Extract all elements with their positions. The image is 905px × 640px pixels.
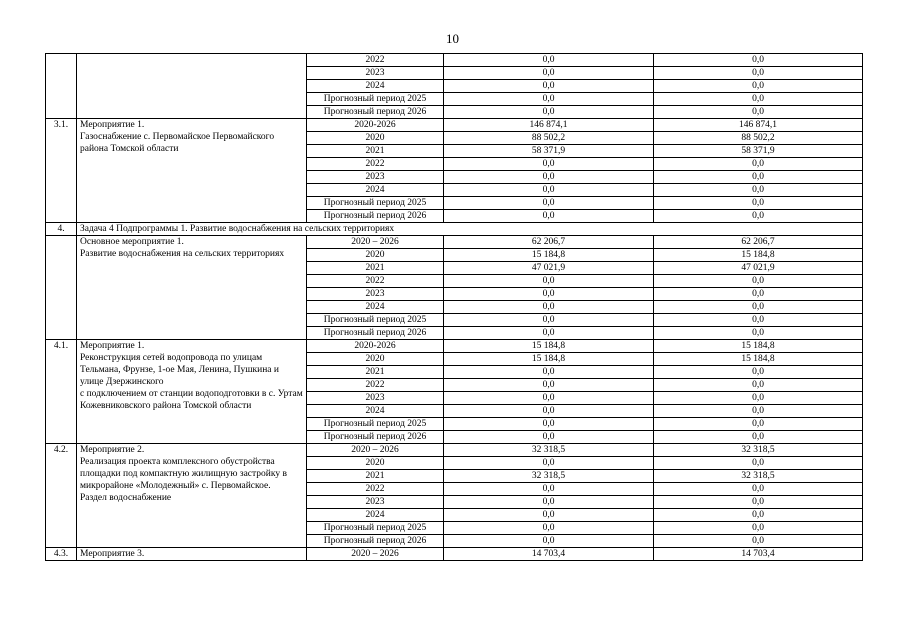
page-number: 10 <box>446 31 459 46</box>
measure-name-cell <box>77 236 307 340</box>
period-cell: Прогнозный период 2026 <box>307 210 444 223</box>
row-number-cell: 4.3. <box>46 548 77 561</box>
period-cell: 2020 <box>307 457 444 470</box>
total-value-cell: 58 371,9 <box>444 145 654 158</box>
row-number-cell: 3.1. <box>46 119 77 223</box>
budget-value-cell: 0,0 <box>654 197 863 210</box>
measure-name-cell <box>77 340 307 444</box>
budget-value-cell: 15 184,8 <box>654 353 863 366</box>
table-row <box>46 119 863 132</box>
budget-value-cell: 15 184,8 <box>654 340 863 353</box>
period-cell: 2024 <box>307 80 444 93</box>
budget-value-cell: 146 874,1 <box>654 119 863 132</box>
total-value-cell: 0,0 <box>444 405 654 418</box>
total-value-cell: 15 184,8 <box>444 353 654 366</box>
total-value-cell: 15 184,8 <box>444 249 654 262</box>
total-value-cell: 62 206,7 <box>444 236 654 249</box>
task-row <box>46 223 863 236</box>
measure-name: Мероприятие 1. Реконструкция сетей водопровода по улицам Тельмана, Фрунзе, 1-ое Мая, Ленина, Пушкина и улице Дзержинского с подключением от станции водоподготовки в с. Уртам Кожевниковского района Томской области <box>80 341 303 411</box>
budget-value-cell: 0,0 <box>654 327 863 340</box>
total-value-cell: 0,0 <box>444 171 654 184</box>
period-cell: Прогнозный период 2025 <box>307 314 444 327</box>
period-cell: Прогнозный период 2025 <box>307 418 444 431</box>
period-cell: 2020-2026 <box>307 119 444 132</box>
table-row <box>46 236 863 249</box>
total-value-cell: 0,0 <box>444 288 654 301</box>
budget-value-cell: 0,0 <box>654 366 863 379</box>
total-value-cell: 0,0 <box>444 67 654 80</box>
period-cell: 2023 <box>307 392 444 405</box>
total-value-cell: 47 021,9 <box>444 262 654 275</box>
total-value-cell: 0,0 <box>444 275 654 288</box>
budget-value-cell: 0,0 <box>654 522 863 535</box>
budget-value-cell: 88 502,2 <box>654 132 863 145</box>
budget-value-cell: 32 318,5 <box>654 444 863 457</box>
period-cell: 2022 <box>307 54 444 67</box>
period-cell: Прогнозный период 2026 <box>307 535 444 548</box>
period-cell: 2020 <box>307 132 444 145</box>
period-cell: 2023 <box>307 288 444 301</box>
period-cell: Прогнозный период 2025 <box>307 522 444 535</box>
budget-value-cell: 0,0 <box>654 184 863 197</box>
budget-value-cell: 15 184,8 <box>654 249 863 262</box>
total-value-cell: 0,0 <box>444 431 654 444</box>
period-cell: Прогнозный период 2026 <box>307 431 444 444</box>
budget-value-cell: 0,0 <box>654 379 863 392</box>
total-value-cell: 0,0 <box>444 80 654 93</box>
budget-value-cell: 0,0 <box>654 405 863 418</box>
period-cell: 2021 <box>307 145 444 158</box>
period-cell: 2022 <box>307 275 444 288</box>
period-cell: Прогнозный период 2026 <box>307 327 444 340</box>
measure-name-cell <box>77 444 307 548</box>
budget-value-cell: 0,0 <box>654 496 863 509</box>
total-value-cell: 0,0 <box>444 483 654 496</box>
total-value-cell: 0,0 <box>444 314 654 327</box>
measure-name: Мероприятие 3. <box>80 549 145 559</box>
budget-value-cell: 0,0 <box>654 418 863 431</box>
total-value-cell: 0,0 <box>444 379 654 392</box>
total-value-cell: 0,0 <box>444 184 654 197</box>
total-value-cell: 14 703,4 <box>444 548 654 561</box>
row-number-cell <box>46 236 77 340</box>
total-value-cell: 0,0 <box>444 366 654 379</box>
period-cell: 2020-2026 <box>307 340 444 353</box>
period-cell: 2022 <box>307 379 444 392</box>
period-cell: Прогнозный период 2026 <box>307 106 444 119</box>
period-cell: 2024 <box>307 184 444 197</box>
period-cell: 2020 <box>307 353 444 366</box>
measure-name-cell <box>77 548 307 561</box>
total-value-cell: 0,0 <box>444 197 654 210</box>
row-number-cell: 4. <box>46 223 77 236</box>
budget-value-cell: 0,0 <box>654 67 863 80</box>
total-value-cell: 0,0 <box>444 301 654 314</box>
total-value-cell: 0,0 <box>444 418 654 431</box>
budget-value-cell: 0,0 <box>654 392 863 405</box>
period-cell: 2023 <box>307 496 444 509</box>
budget-value-cell: 0,0 <box>654 457 863 470</box>
period-cell: 2024 <box>307 405 444 418</box>
total-value-cell: 0,0 <box>444 457 654 470</box>
period-cell: 2021 <box>307 262 444 275</box>
total-value-cell: 0,0 <box>444 210 654 223</box>
budget-value-cell: 0,0 <box>654 275 863 288</box>
total-value-cell: 32 318,5 <box>444 444 654 457</box>
budget-value-cell: 0,0 <box>654 210 863 223</box>
budget-value-cell: 32 318,5 <box>654 470 863 483</box>
total-value-cell: 0,0 <box>444 522 654 535</box>
period-cell: 2022 <box>307 158 444 171</box>
task-title: Задача 4 Подпрограммы 1. Развитие водоснабжения на сельских территориях <box>77 223 863 236</box>
budget-value-cell: 0,0 <box>654 509 863 522</box>
measure-name: Мероприятие 2. Реализация проекта комплексного обустройства площадки под компактную жилищную застройку в микрорайоне «Молодежный» с. Первомайское. Раздел водоснабжение <box>80 445 287 503</box>
row-number-cell <box>46 54 77 119</box>
measure-name: Основное мероприятие 1. Развитие водоснабжения на сельских территориях <box>80 237 285 259</box>
budget-value-cell: 58 371,9 <box>654 145 863 158</box>
budget-value-cell: 47 021,9 <box>654 262 863 275</box>
period-cell: 2023 <box>307 171 444 184</box>
budget-value-cell: 0,0 <box>654 314 863 327</box>
total-value-cell: 0,0 <box>444 496 654 509</box>
budget-value-cell: 0,0 <box>654 483 863 496</box>
financing-table <box>45 53 863 561</box>
total-value-cell: 0,0 <box>444 509 654 522</box>
total-value-cell: 15 184,8 <box>444 340 654 353</box>
budget-value-cell: 0,0 <box>654 54 863 67</box>
budget-value-cell: 0,0 <box>654 106 863 119</box>
total-value-cell: 0,0 <box>444 392 654 405</box>
period-cell: 2024 <box>307 301 444 314</box>
table-row <box>46 444 863 457</box>
table-row <box>46 340 863 353</box>
total-value-cell: 0,0 <box>444 535 654 548</box>
measure-name: Мероприятие 1. Газоснабжение с. Первомайское Первомайского района Томской области <box>80 120 275 154</box>
total-value-cell: 0,0 <box>444 54 654 67</box>
period-cell: 2021 <box>307 470 444 483</box>
row-number-cell: 4.2. <box>46 444 77 548</box>
period-cell: 2023 <box>307 67 444 80</box>
period-cell: 2020 – 2026 <box>307 444 444 457</box>
period-cell: 2024 <box>307 509 444 522</box>
budget-value-cell: 0,0 <box>654 301 863 314</box>
measure-name-cell <box>77 54 307 119</box>
total-value-cell: 0,0 <box>444 106 654 119</box>
table-row <box>46 548 863 561</box>
total-value-cell: 32 318,5 <box>444 470 654 483</box>
budget-value-cell: 0,0 <box>654 171 863 184</box>
total-value-cell: 0,0 <box>444 93 654 106</box>
table-row <box>46 54 863 67</box>
period-cell: 2020 – 2026 <box>307 548 444 561</box>
total-value-cell: 0,0 <box>444 158 654 171</box>
budget-value-cell: 0,0 <box>654 431 863 444</box>
total-value-cell: 146 874,1 <box>444 119 654 132</box>
period-cell: 2020 – 2026 <box>307 236 444 249</box>
measure-name-cell <box>77 119 307 223</box>
budget-value-cell: 0,0 <box>654 288 863 301</box>
total-value-cell: 0,0 <box>444 327 654 340</box>
budget-value-cell: 62 206,7 <box>654 236 863 249</box>
budget-value-cell: 14 703,4 <box>654 548 863 561</box>
period-cell: 2021 <box>307 366 444 379</box>
budget-value-cell: 0,0 <box>654 80 863 93</box>
row-number-cell: 4.1. <box>46 340 77 444</box>
budget-value-cell: 0,0 <box>654 535 863 548</box>
period-cell: Прогнозный период 2025 <box>307 93 444 106</box>
budget-value-cell: 0,0 <box>654 93 863 106</box>
total-value-cell: 88 502,2 <box>444 132 654 145</box>
period-cell: 2020 <box>307 249 444 262</box>
period-cell: 2022 <box>307 483 444 496</box>
budget-value-cell: 0,0 <box>654 158 863 171</box>
period-cell: Прогнозный период 2025 <box>307 197 444 210</box>
